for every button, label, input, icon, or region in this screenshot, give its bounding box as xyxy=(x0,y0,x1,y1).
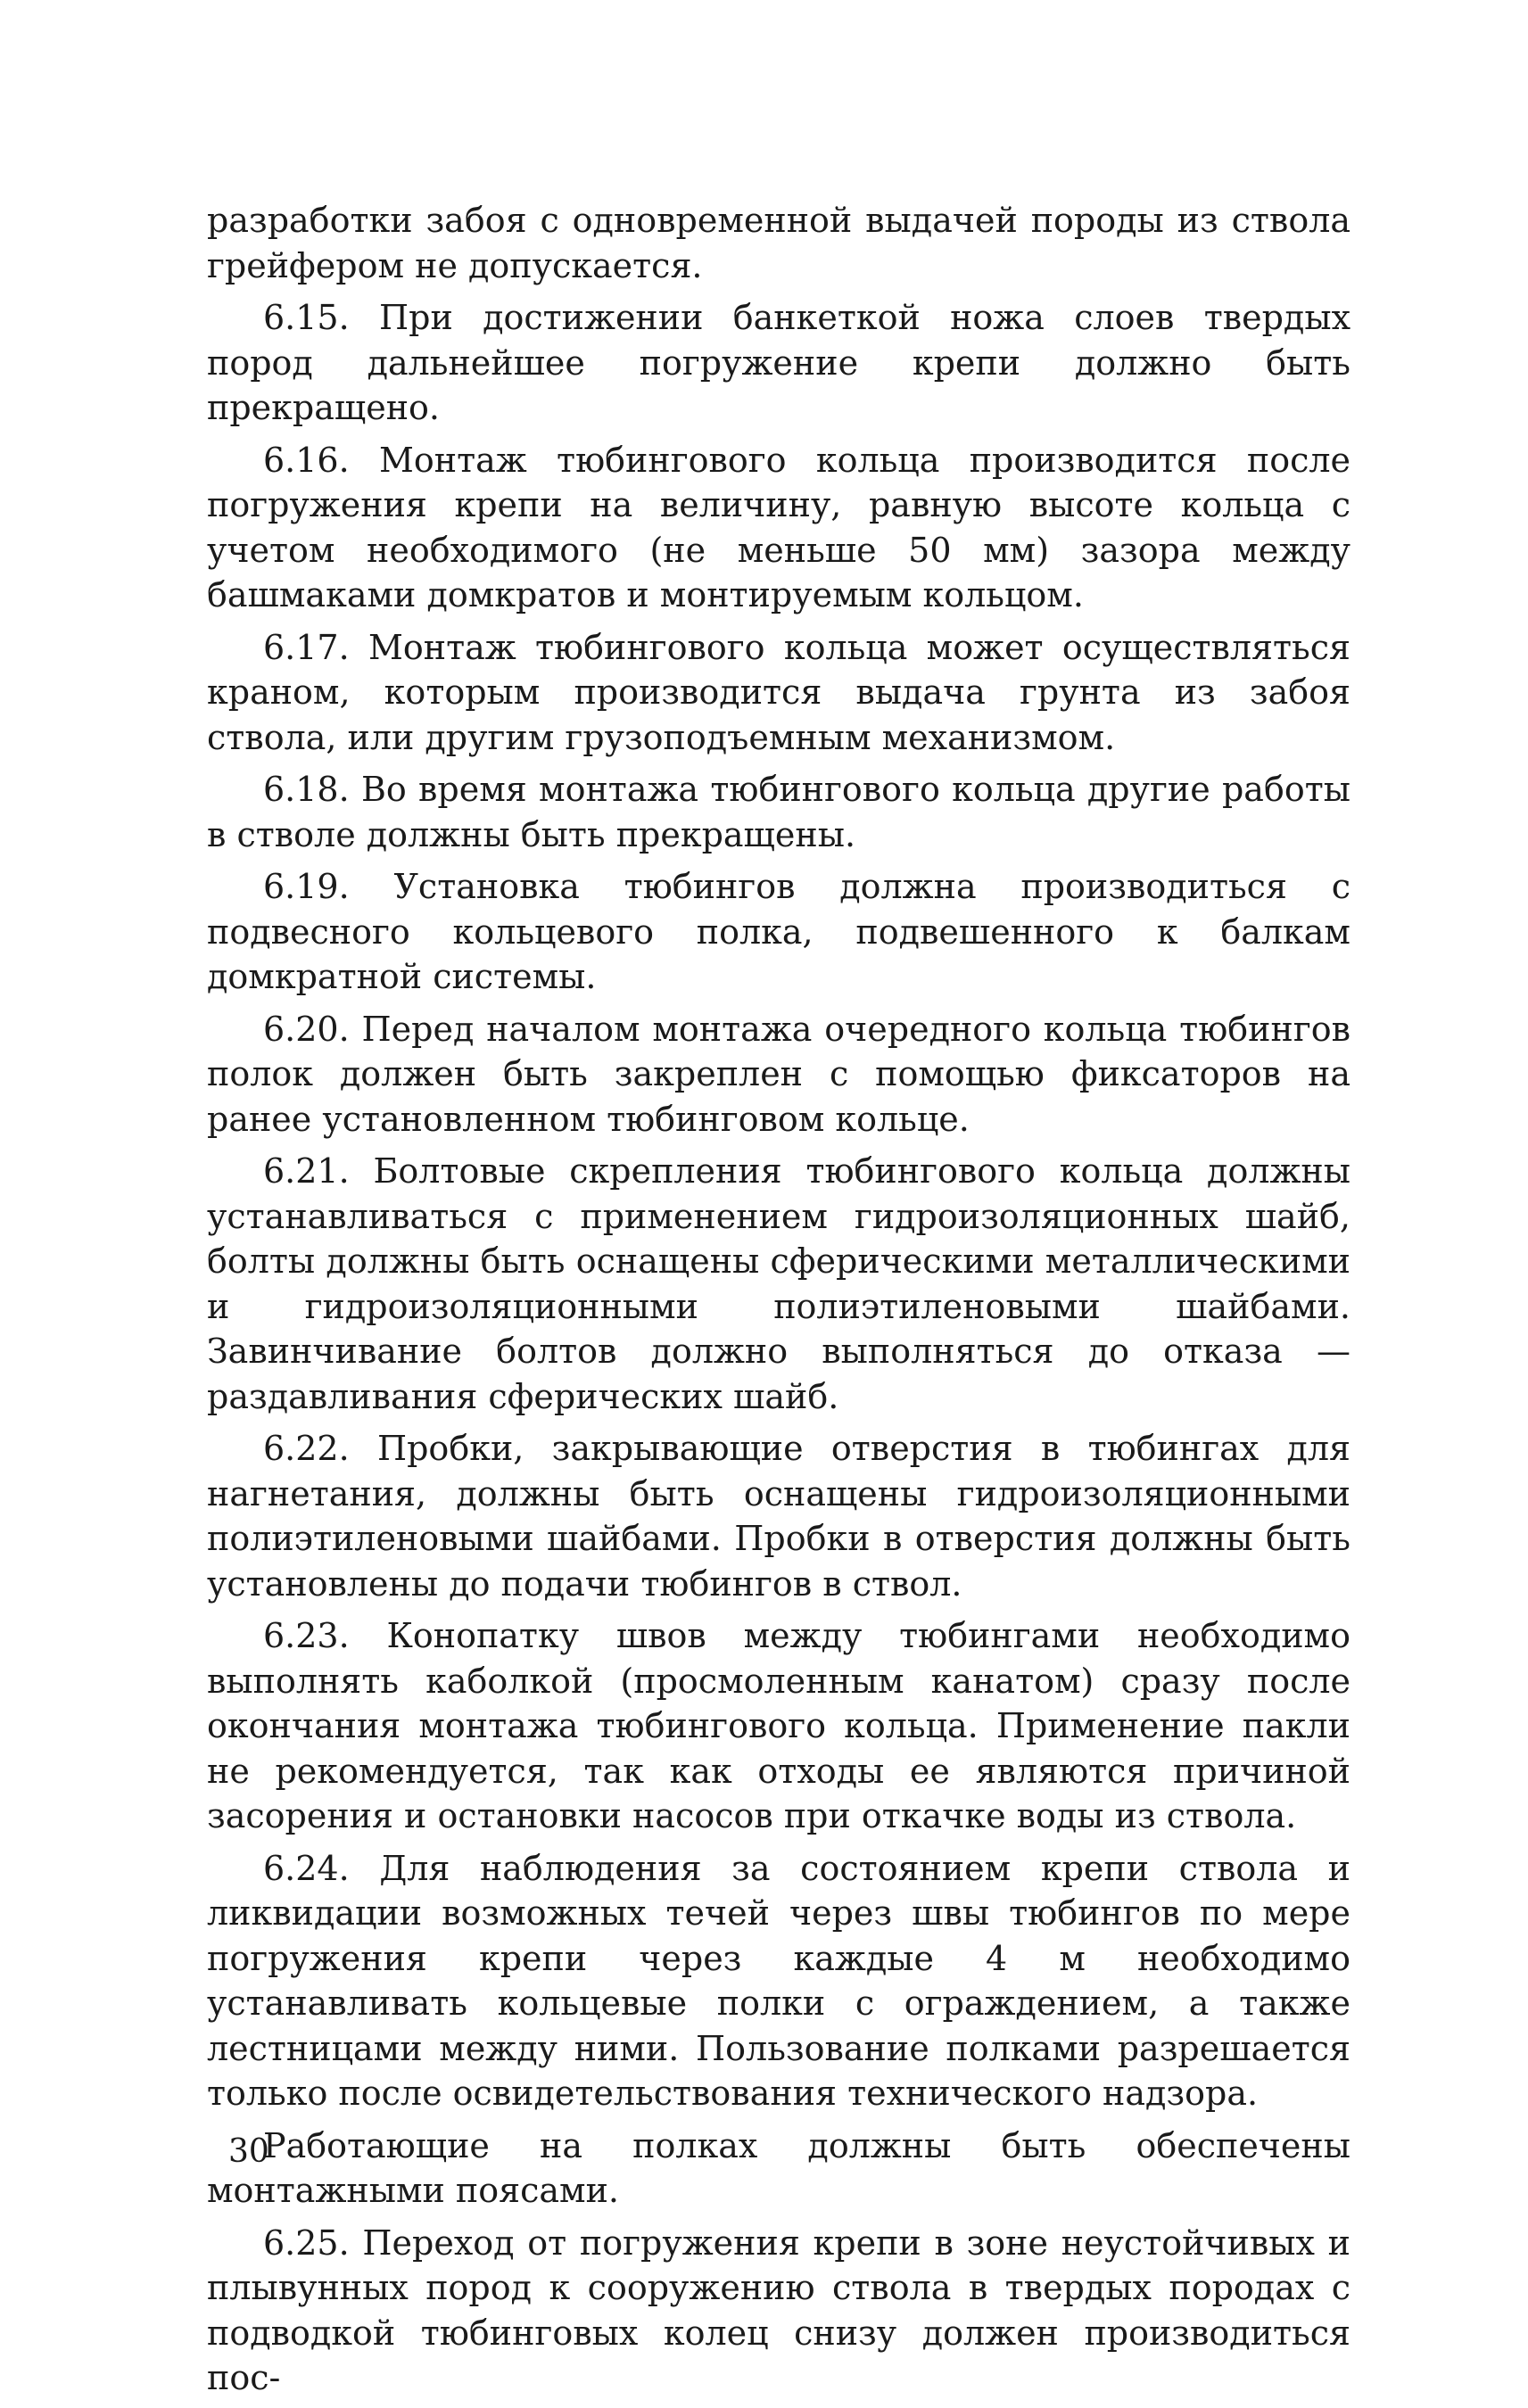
paragraph-6-16: 6.16. Монтаж тюбингового кольца производится после погружения крепи на величину, равную высоте кольца с учетом необходимого (не меньше 50 мм) зазора между башмаками домкратов и монтируемым кольцом. xyxy=(207,440,1350,614)
paragraph-continuation: разработки забоя с одновременной выдачей породы из ствола грейфером не допускается. xyxy=(207,201,1350,285)
paragraph-6-17: 6.17. Монтаж тюбингового кольца может осуществляться краном, которым производится выдача грунта из забоя ствола, или другим грузоподъемным механизмом. xyxy=(207,627,1350,757)
paragraph-6-20: 6.20. Перед началом монтажа очередного кольца тюбингов полок должен быть закреплен с помощью фиксаторов на ранее установленном тюбинговом кольце. xyxy=(207,1009,1350,1139)
paragraph-6-24: 6.24. Для наблюдения за состоянием крепи ствола и ликвидации возможных течей через швы тюбингов по мере погружения крепи через каждые 4 м необходимо устанавливать кольцевые полки с ограждением, а также лестницами между ними. Пользование полками разрешается только после освидетельствования технического надзора. xyxy=(207,1848,1350,2113)
paragraph-6-18: 6.18. Во время монтажа тюбингового кольца другие работы в стволе должны быть прекращены. xyxy=(207,770,1350,854)
paragraph-6-25: 6.25. Переход от погружения крепи в зоне неустойчивых и плывунных пород к сооружению ствола в твердых породах с подводкой тюбинговых колец снизу должен производиться пос- xyxy=(207,2222,1350,2397)
paragraph-6-24-note: Работающие на полках должны быть обеспечены монтажными поясами. xyxy=(207,2125,1350,2210)
paragraph-6-21: 6.21. Болтовые скрепления тюбингового кольца должны устанавливаться с применением гидроизоляционных шайб, болты должны быть оснащены сферическими металлическими и гидроизоляционными полиэтиленовыми шайбами. Завинчивание болтов должно выполняться до отказа — раздавливания сферических шайб. xyxy=(207,1151,1350,1416)
paragraph-6-19: 6.19. Установка тюбингов должна производиться с подвесного кольцевого полка, подвешенного к балкам домкратной системы. xyxy=(207,867,1350,996)
paragraph-6-23: 6.23. Конопатку швов между тюбингами необходимо выполнять каболкой (просмоленным канатом) сразу после окончания монтажа тюбингового кольца. Применение пакли не рекомендуется, так как отходы ее являются причиной засорения и остановки насосов при откачке воды из ствола. xyxy=(207,1616,1350,1835)
page-number: 30 xyxy=(228,2133,269,2170)
document-body xyxy=(207,198,1350,2408)
paragraph-6-22: 6.22. Пробки, закрывающие отверстия в тюбингах для нагнетания, должны быть оснащены гидроизоляционными полиэтиленовыми шайбами. Пробки в отверстия должны быть установлены до подачи тюбингов в ствол. xyxy=(207,1429,1350,1604)
paragraph-6-15: 6.15. При достижении банкеткой ножа слоев твердых пород дальнейшее погружение крепи должно быть прекращено. xyxy=(207,298,1350,427)
